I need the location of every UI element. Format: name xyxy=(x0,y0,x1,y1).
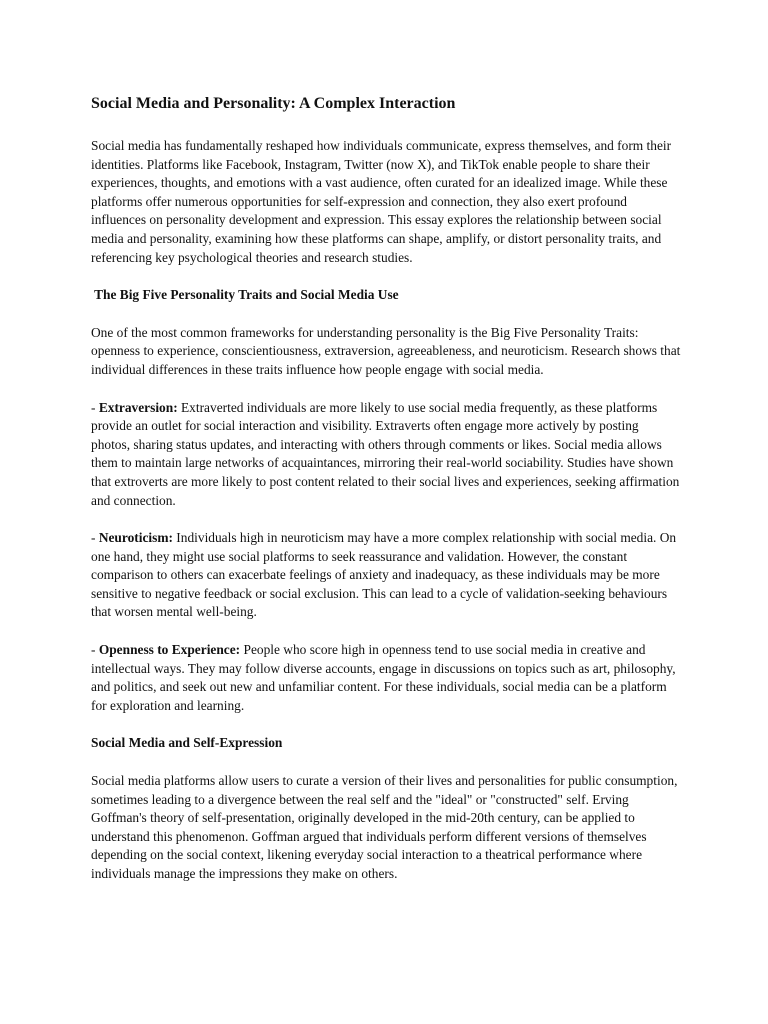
bullet-prefix: - xyxy=(91,642,99,658)
trait-term: Extraversion: xyxy=(98,399,178,415)
trait-text: People who score high in openness tend to use social media in creative and intellectual ways. They may follow diverse accounts, engage in discussions on topics such as art, philosophy, and politics, and seek out new and unfamiliar content. For these individuals, social media can be a platform for exploration and learning. xyxy=(91,642,676,713)
trait-term: Neuroticism: xyxy=(98,530,173,546)
section-heading-big-five: The Big Five Personality Traits and Social Media Use xyxy=(91,287,399,303)
document-page xyxy=(91,93,681,903)
section-heading-self-expression: Social Media and Self-Expression xyxy=(91,735,283,751)
bullet-prefix: - xyxy=(91,530,99,546)
document-title: Social Media and Personality: A Complex Interaction xyxy=(91,95,456,112)
trait-paragraph-extraversion xyxy=(91,399,681,511)
trait-text: Individuals high in neuroticism may have a more complex relationship with social media. On one hand, they might use social platforms to seek reassurance and validation. However, the constant comparison to others can exacerbate feelings of anxiety and inadequacy, as these individuals may be more sensitive to negative feedback or social exclusion. This can lead to a cycle of validation-seeking behaviours that worsen mental well-being. xyxy=(91,530,677,620)
big-five-intro-paragraph: One of the most common frameworks for understanding personality is the Big Five Personality Traits: openness to experience, conscientiousness, extraversion, agreeableness, and neuroticism. Research shows that individual differences in these traits influence how people engage with social media. xyxy=(91,324,681,377)
trait-paragraph-openness xyxy=(91,641,681,715)
bullet-prefix: - xyxy=(91,399,99,415)
trait-paragraph-neuroticism xyxy=(91,529,681,622)
trait-text: Extraverted individuals are more likely to use social media frequently, as these platforms provide an outlet for social interaction and visibility. Extraverts often engage more actively by posting photos, sharing status updates, and interacting with others through comments or likes. Social media allows them to maintain large networks of acquaintances, mirroring their real-world sociability. Studies have shown that extroverts are more likely to post content related to their social lives and experiences, seeking affirmation and connection. xyxy=(91,399,680,508)
self-expression-paragraph: Social media platforms allow users to curate a version of their lives and personalities for public consumption, sometimes leading to a divergence between the real self and the "ideal" or "constructed" self. Erving Goffman's theory of self-presentation, originally developed in the mid-20th century, can be applied to understand this phenomenon. Goffman argued that individuals perform different versions of themselves depending on the social context, likening everyday social interaction to a theatrical performance where individuals manage the impressions they make on others. xyxy=(91,773,678,881)
trait-term: Openness to Experience: xyxy=(98,642,241,658)
intro-paragraph: Social media has fundamentally reshaped how individuals communicate, express themselves, and form their identities. Platforms like Facebook, Instagram, Twitter (now X), and TikTok enable people to share their experiences, thoughts, and emotions with a vast audience, often curated for an idealized image. While these platforms offer numerous opportunities for self-expression and connection, they also exert profound influences on personality development and expression. This essay explores the relationship between social media and personality, examining how these platforms can shape, amplify, or distort personality traits, and referencing key psychological theories and research studies. xyxy=(91,138,672,265)
